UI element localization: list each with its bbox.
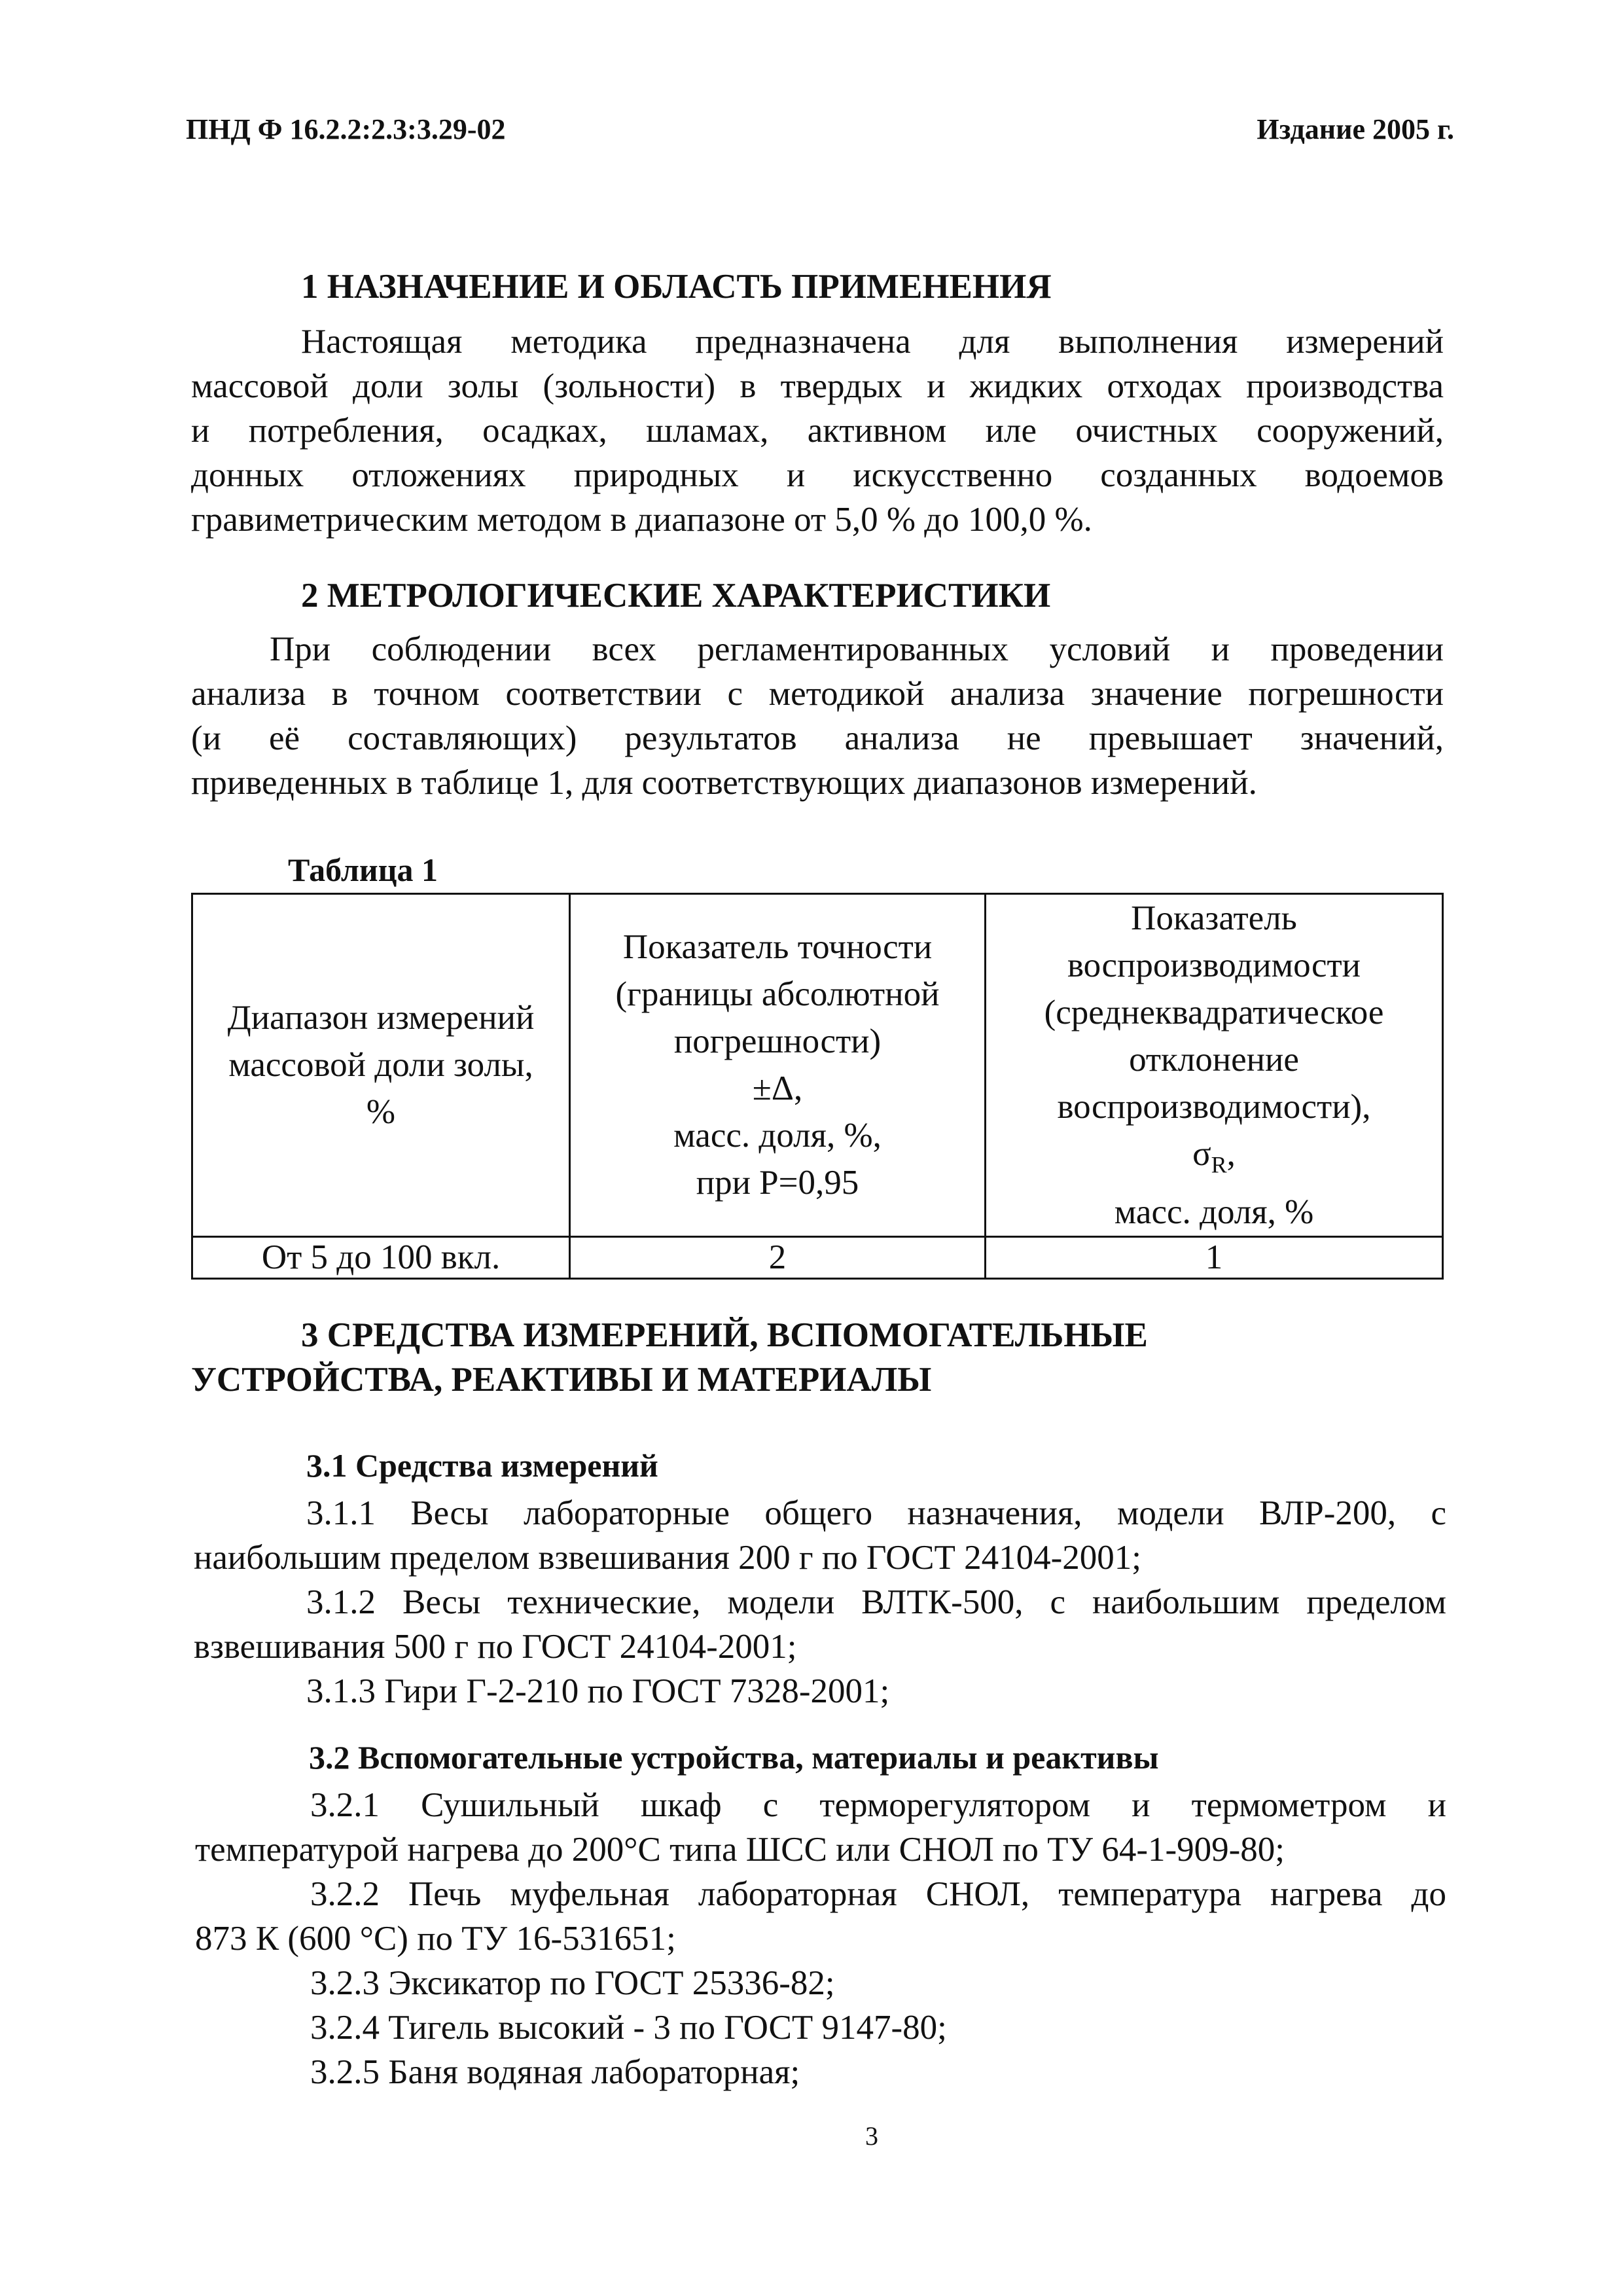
text-line: 3.2.3 Эксикатор по ГОСТ 25336-82; [310,1964,835,2002]
table-header-row [192,894,1443,1237]
header-line: (среднеквадратическое [1044,994,1384,1031]
table-row [192,1236,1443,1278]
section-2-body [191,627,1444,805]
text-line: наибольшим пределом взвешивания 200 г по ГОСТ 24104-2001; [194,1539,1142,1577]
metrology-table [191,893,1444,1280]
text-line: гравиметрическим методом в диапазоне от 5,0 % до 100,0 %. [191,501,1092,539]
header-line: Показатель точности [622,928,933,967]
cell-accuracy: 2 [570,1236,986,1278]
subsection-3-2-body [195,1783,1446,2094]
text-line: приведенных в таблице 1, для соответствующих диапазонов измерений. [191,764,1257,802]
text-line: 3.2.1 Сушильный шкаф с терморегулятором и термометром и [310,1786,1446,1824]
header-line: погрешности) [673,1022,882,1061]
text-line: взвешивания 500 г по ГОСТ 24104-2001; [194,1628,797,1666]
sigma-r-symbol [986,1130,1442,1189]
text-line: При соблюдении всех регламентированных условий и проведении [270,630,1444,668]
text-line: 3.2.4 Тигель высокий - 3 по ГОСТ 9147-80; [310,2009,947,2047]
text-line: массовой доли золы (зольности) в твердых и жидких отходах производства [191,367,1444,405]
document-code: ПНД Ф 16.2.2:2.3:3.29-02 [186,113,506,145]
text-line: 873 К (600 °С) по ТУ 16-531651; [195,1920,676,1958]
text-line: 3.1.1 Весы лабораторные общего назначения, модели ВЛР-200, с [306,1494,1446,1532]
header-line: воспроизводимости), [1057,1088,1371,1126]
text-line: (и её составляющих) результатов анализа не превышает значений, [191,719,1444,757]
sigma-comma: , [1226,1135,1236,1173]
text-line: Настоящая методика предназначена для выполнения измерений [301,323,1444,361]
header-line: воспроизводимости [1067,946,1361,984]
text-line: и потребления, осадках, шламах, активном иле очистных сооружений, [191,412,1444,450]
page-number: 3 [865,2121,878,2151]
text-line: 3.2.5 Баня водяная лабораторная; [310,2053,800,2091]
cell-reproducibility: 1 [986,1236,1443,1278]
header-cell-range [192,894,570,1237]
header-line: массовой доли золы, [228,1046,533,1085]
section-2-title: 2 МЕТРОЛОГИЧЕСКИЕ ХАРАКТЕРИСТИКИ [301,577,1051,615]
subsection-3-2-title: 3.2 Вспомогательные устройства, материалы и реактивы [309,1739,1159,1776]
header-line: при Р=0,95 [696,1164,859,1202]
header-line: отклонение [1129,1041,1299,1079]
edition-label: Издание 2005 г. [1257,113,1454,145]
section-3-title-line2: УСТРОЙСТВА, РЕАКТИВЫ И МАТЕРИАЛЫ [191,1361,932,1399]
header-cell-reproducibility [986,894,1443,1237]
text-line: 3.1.2 Весы технические, модели ВЛТК-500, с наибольшим пределом [306,1583,1446,1621]
text-line: анализа в точном соответствии с методикой анализа значение погрешности [191,675,1444,713]
header-line: Показатель [1131,899,1297,937]
header-line: Диапазон измерений [227,999,535,1037]
subsection-3-1-body [194,1491,1446,1713]
sigma-letter: σ [1192,1135,1211,1173]
sigma-subscript: R [1211,1151,1227,1178]
header-line: масс. доля, %, [673,1117,882,1155]
text-line: 3.2.2 Печь муфельная лабораторная СНОЛ, температура нагрева до [310,1875,1446,1913]
header-cell-accuracy [570,894,986,1237]
section-3-title-line1: 3 СРЕДСТВА ИЗМЕРЕНИЙ, ВСПОМОГАТЕЛЬНЫЕ [301,1316,1148,1354]
header-line: масс. доля, % [1114,1193,1314,1231]
header-line: (границы абсолютной [615,975,940,1014]
section-1-title: 1 НАЗНАЧЕНИЕ И ОБЛАСТЬ ПРИМЕНЕНИЯ [301,268,1052,306]
text-line: 3.1.3 Гири Г-2-210 по ГОСТ 7328-2001; [306,1672,890,1710]
text-line: донных отложениях природных и искусственно созданных водоемов [191,456,1444,494]
table-caption: Таблица 1 [288,852,438,888]
cell-range: От 5 до 100 вкл. [192,1236,570,1278]
header-line: % [366,1093,396,1132]
text-line: температурой нагрева до 200°С типа ШСС или СНОЛ по ТУ 64-1-909-80; [195,1831,1285,1869]
section-1-body [191,319,1444,542]
header-line: ±Δ, [752,1069,803,1108]
subsection-3-1-title: 3.1 Средства измерений [306,1447,658,1484]
